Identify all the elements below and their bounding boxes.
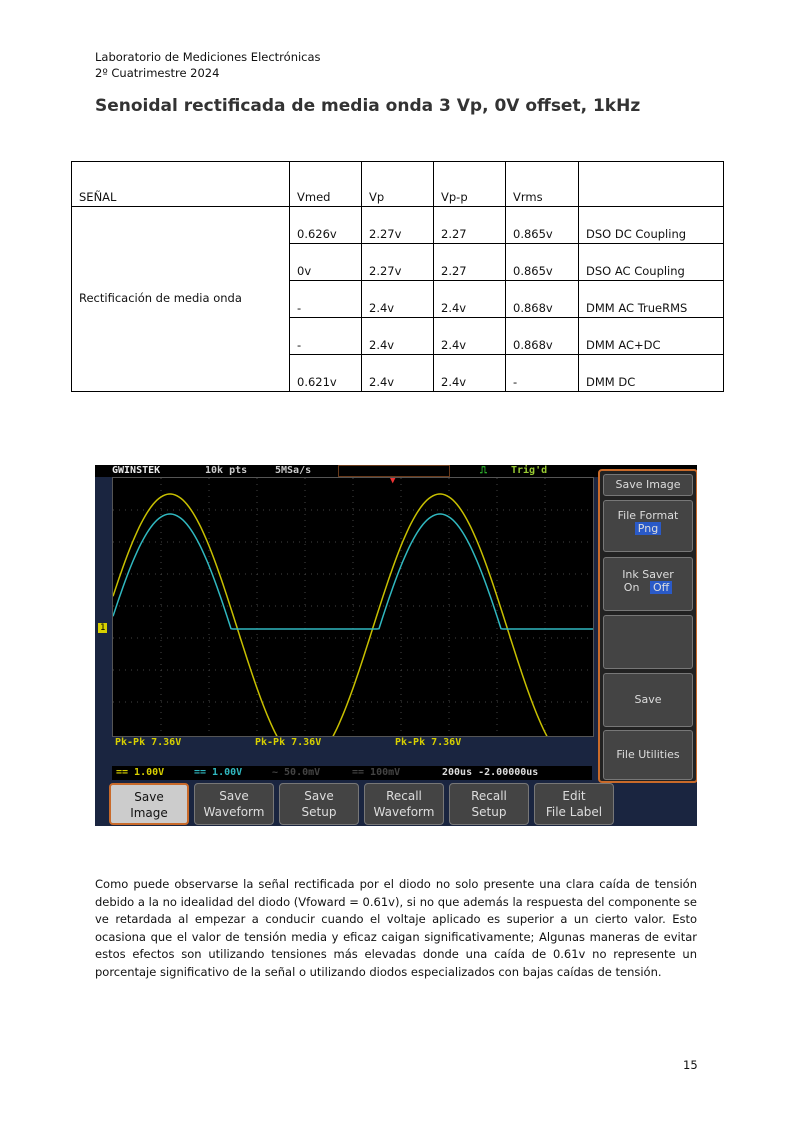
trigger-edge-icon: ⎍: [480, 465, 487, 476]
table-cell: 2.27v: [362, 244, 434, 281]
softkey-label: Waveform: [203, 805, 265, 819]
softkey-label: Image: [130, 806, 168, 820]
table-cell: 0.865v: [506, 207, 579, 244]
measurements-table: [71, 161, 724, 392]
ch1-scale: == 1.00V: [116, 767, 165, 778]
softkey-label: File Label: [545, 805, 603, 819]
signal-label: Rectificación de media onda: [72, 207, 290, 392]
sample-rate: 5MSa/s: [275, 465, 312, 476]
off-option: Off: [650, 581, 672, 594]
label: Ink Saver: [622, 568, 674, 581]
ch4-scale: == 100mV: [352, 767, 401, 778]
scope-status-bar: [112, 766, 592, 780]
table-cell: 2.4v: [434, 281, 506, 318]
table-cell: 2.27v: [362, 207, 434, 244]
empty-softkey[interactable]: [603, 615, 693, 669]
table-cell: 0.868v: [506, 318, 579, 355]
header-cell: Vmed: [290, 162, 362, 207]
softkey-recall-waveform[interactable]: [364, 783, 444, 825]
softkey-save-waveform[interactable]: [194, 783, 274, 825]
softkey-label: Save: [304, 789, 334, 803]
menu-title: Save Image: [603, 474, 693, 496]
table-cell: 0.626v: [290, 207, 362, 244]
table-cell: DSO DC Coupling: [579, 207, 724, 244]
measurement: Pk-Pk 7.36V: [115, 737, 182, 748]
ch2-waveform: [113, 514, 593, 629]
on-option: On: [623, 581, 640, 594]
save-button[interactable]: Save: [603, 673, 693, 727]
table-cell: 2.4v: [362, 281, 434, 318]
trigger-position-icon: ▼: [390, 476, 396, 486]
softkey-save-setup[interactable]: [279, 783, 359, 825]
table-header-row: [72, 162, 724, 207]
file-format-button[interactable]: [603, 500, 693, 552]
semester: 2º Cuatrimestre 2024: [95, 66, 220, 80]
timebase: 200us -2.00000us: [442, 767, 539, 778]
ch1-marker: 1: [100, 623, 106, 633]
header-cell: Vp-p: [434, 162, 506, 207]
softkey-label: Waveform: [373, 805, 435, 819]
brand-logo: GWINSTEK: [112, 465, 161, 476]
table-cell: 0.621v: [290, 355, 362, 392]
table-row: [72, 207, 724, 244]
softkey-label: Recall: [471, 789, 507, 803]
conclusion-paragraph: Como puede observarse la señal rectificada por el diodo no solo presente una clara caída de tensión debido a la no idealidad del diodo (Vfoward = 0.61v), si no que además la respuesta del componente se ve retardada al empezar a conducir cuando el voltaje aplicado es superior a un cierto valor. Esto ocasiona que el valor de tensión media y eficaz caigan significativamente; Algunas maneras de evitar estos efectos son utilizando tensiones más elevadas donde una caída de 0.61v no represente un porcentaje significativo de la señal o utilizando diodos especializados con bajas caídas de tensión.: [95, 877, 697, 979]
table-cell: DMM DC: [579, 355, 724, 392]
table-cell: 2.4v: [434, 355, 506, 392]
ch1-waveform: [113, 494, 593, 736]
ch2-scale: == 1.00V: [194, 767, 243, 778]
table-cell: -: [290, 318, 362, 355]
softkey-label: Recall: [386, 789, 422, 803]
softkey-label: Save: [134, 790, 164, 804]
softkey-label: Setup: [471, 805, 507, 819]
softkey-label: Edit: [562, 789, 586, 803]
section-title: Senoidal rectificada de media onda 3 Vp, 0V offset, 1kHz: [95, 96, 641, 116]
measurement: Pk-Pk 7.36V: [255, 737, 322, 748]
waveform-display: [112, 477, 594, 737]
page-number: 15: [683, 1058, 698, 1072]
softkey-save-image[interactable]: [109, 783, 189, 825]
softkey-label: Save: [219, 789, 249, 803]
table-cell: 2.27: [434, 244, 506, 281]
record-length: 10k pts: [205, 465, 248, 476]
label: File Format: [617, 509, 679, 522]
table-cell: -: [290, 281, 362, 318]
table-cell: -: [506, 355, 579, 392]
course-name: Laboratorio de Mediciones Electrónicas: [95, 50, 321, 64]
table-cell: 2.4v: [362, 355, 434, 392]
table-cell: 0.865v: [506, 244, 579, 281]
table-cell: 2.4v: [362, 318, 434, 355]
table-cell: DMM AC+DC: [579, 318, 724, 355]
table-cell: 2.4v: [434, 318, 506, 355]
waveform-svg: [113, 478, 593, 736]
header-cell: [579, 162, 724, 207]
save-image-menu: [598, 469, 697, 783]
header-cell: Vrms: [506, 162, 579, 207]
table-cell: 0.868v: [506, 281, 579, 318]
softkey-label: Setup: [301, 805, 337, 819]
trigger-status: Trig'd: [511, 465, 548, 476]
measurement: Pk-Pk 7.36V: [395, 737, 462, 748]
table-cell: 0v: [290, 244, 362, 281]
oscilloscope-screenshot: [95, 465, 697, 826]
header-cell: SEÑAL: [72, 162, 290, 207]
table-cell: DMM AC TrueRMS: [579, 281, 724, 318]
ch3-scale: ~ 50.0mV: [272, 767, 321, 778]
header-cell: Vp: [362, 162, 434, 207]
softkey-edit-file-label[interactable]: [534, 783, 614, 825]
format-value: Png: [635, 522, 661, 535]
ink-saver-toggle[interactable]: [603, 557, 693, 611]
file-utilities-button[interactable]: File Utilities: [603, 730, 693, 780]
table-cell: 2.27: [434, 207, 506, 244]
softkey-recall-setup[interactable]: [449, 783, 529, 825]
table-cell: DSO AC Coupling: [579, 244, 724, 281]
